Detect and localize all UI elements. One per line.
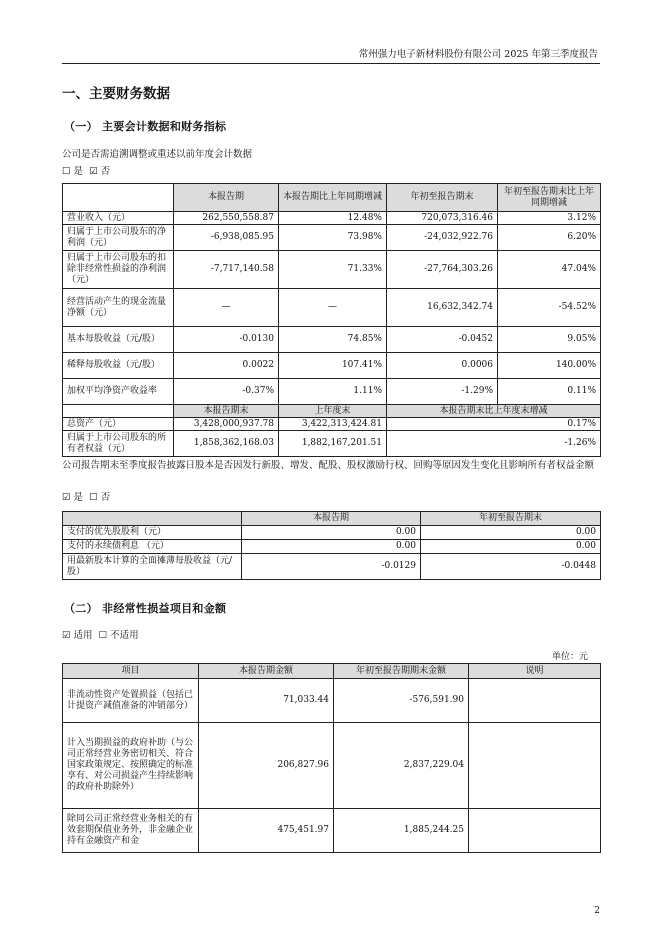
table-header-cell: 年初至报告期末 — [421, 512, 601, 526]
table-cell: 6.20% — [498, 225, 601, 251]
subsection-title-2: （二） 非经常性损益项目和金额 — [64, 602, 227, 615]
table-cell: -27,764,303.26 — [387, 251, 498, 289]
table-row — [63, 212, 601, 225]
row-label: 营业收入（元） — [63, 212, 174, 225]
table-row — [63, 554, 601, 580]
table-header-cell: 说明 — [469, 664, 601, 679]
table-cell: 3,428,000,937.78 — [174, 418, 279, 431]
table-cell: 74.85% — [279, 327, 387, 353]
row-label: 稀释每股收益（元/股） — [63, 353, 174, 379]
table-cell: -6,938,085.95 — [174, 225, 279, 251]
checkbox-checked-icon[interactable]: ☑ — [62, 492, 71, 503]
table-row — [63, 723, 601, 809]
table-cell: 1.11% — [279, 379, 387, 405]
table-cell: 1,882,167,201.51 — [279, 431, 387, 457]
row-label: 归属于上市公司股东的净利润（元） — [63, 225, 174, 251]
option-yes: 是 — [73, 492, 84, 503]
header-rule — [62, 63, 600, 64]
table-cell — [469, 679, 601, 723]
table-header-cell: 年初至报告期末 — [387, 184, 498, 212]
table-header-cell: 上年度末 — [279, 405, 387, 418]
section-title: 一、主要财务数据 — [62, 86, 170, 102]
table-row — [63, 431, 601, 457]
table-header-row — [63, 184, 601, 212]
retro-question: 公司是否需追溯调整或重述以前年度会计数据 — [62, 149, 253, 160]
row-label: 计入当期损益的政府补助（与公司正常经营业务密切相关、符合国家政策规定、按照确定的标准享有、对公司损益产生持续影响的政府补助除外） — [63, 723, 199, 809]
table-cell: 0.17% — [387, 418, 601, 431]
table-header-cell: 本报告期末比上年度末增减 — [387, 405, 601, 418]
share-change-question: 公司报告期末至季度报告披露日股本是否因发行新股、增发、配股、股权激励行权、回购等原因发生变化且影响所有者权益金额 — [62, 460, 595, 471]
applicable-options — [62, 629, 139, 643]
table-row — [63, 418, 601, 431]
table-row — [63, 251, 601, 289]
table-cell: — — [279, 289, 387, 327]
financial-indicators-table — [62, 183, 601, 457]
non-recurring-items-table — [62, 663, 601, 853]
option-no: 否 — [100, 492, 111, 503]
table-cell: 3.12% — [498, 212, 601, 225]
table-header-cell — [63, 405, 174, 418]
table-row — [63, 679, 601, 723]
table-cell: 0.00 — [242, 526, 421, 540]
table-cell: 720,073,316.46 — [387, 212, 498, 225]
row-label: 归属于上市公司股东的所有者权益（元） — [63, 431, 174, 457]
unit-label: 单位：元 — [551, 652, 588, 662]
row-label: 非流动性资产处置损益（包括已计提资产减值准备的冲销部分） — [63, 679, 199, 723]
table-cell: 0.00 — [242, 540, 421, 554]
row-label: 支付的永续债利息 （元） — [63, 540, 242, 554]
table-row — [63, 327, 601, 353]
option-yes: 是 — [73, 166, 84, 177]
preferred-dividend-table — [62, 511, 601, 580]
table-row — [63, 353, 601, 379]
share-change-options — [62, 491, 110, 505]
table-cell: 0.00 — [421, 526, 601, 540]
table-cell: 475,451.97 — [199, 809, 334, 853]
table-cell: 16,632,342.74 — [387, 289, 498, 327]
table-cell: 9.05% — [498, 327, 601, 353]
table-cell: 262,550,558.87 — [174, 212, 279, 225]
table-row — [63, 526, 601, 540]
row-label: 加权平均净资产收益率 — [63, 379, 174, 405]
table-cell: -7,717,140.58 — [174, 251, 279, 289]
table-cell: 3,422,313,424.81 — [279, 418, 387, 431]
table-row — [63, 225, 601, 251]
row-label: 支付的优先股股利（元） — [63, 526, 242, 540]
option-not-applicable: 不适用 — [110, 630, 139, 641]
table-row — [63, 379, 601, 405]
row-label: 归属于上市公司股东的扣除非经常性损益的净利润（元） — [63, 251, 174, 289]
table-cell — [469, 723, 601, 809]
table-cell: -0.0452 — [387, 327, 498, 353]
table-cell: 0.0022 — [174, 353, 279, 379]
row-label: 用最新股本计算的全面摊薄每股收益（元/股） — [63, 554, 242, 580]
table-header-cell: 本报告期比上年同期增减 — [279, 184, 387, 212]
row-label: 经营活动产生的现金流量净额（元） — [63, 289, 174, 327]
table-header-cell: 本报告期 — [174, 184, 279, 212]
table-header-cell: 本报告期末 — [174, 405, 279, 418]
table-cell: 73.98% — [279, 225, 387, 251]
row-label: 基本每股收益（元/股） — [63, 327, 174, 353]
table-header-cell: 年初至报告期末比上年同期增减 — [498, 184, 601, 212]
table-row — [63, 540, 601, 554]
table-cell: -0.0448 — [421, 554, 601, 580]
option-applicable: 适用 — [73, 630, 93, 641]
table-cell: 107.41% — [279, 353, 387, 379]
table-cell: -24,032,922.76 — [387, 225, 498, 251]
table-cell: 47.04% — [498, 251, 601, 289]
table-header-cell: 年初至报告期期末金额 — [334, 664, 469, 679]
table-cell: 71,033.44 — [199, 679, 334, 723]
table-header-cell: 本报告期金额 — [199, 664, 334, 679]
checkbox-unchecked-icon[interactable]: ☐ — [62, 166, 71, 177]
table-cell: 1,858,362,168.03 — [174, 431, 279, 457]
table-cell: 12.48% — [279, 212, 387, 225]
table-cell: 0.11% — [498, 379, 601, 405]
table-header-row — [63, 405, 601, 418]
table-header-cell: 本报告期 — [242, 512, 421, 526]
table-cell — [469, 809, 601, 853]
row-label: 除同公司正常经营业务相关的有效套期保值业务外，非金融企业持有金融资产和金 — [63, 809, 199, 853]
table-header-cell — [63, 512, 242, 526]
table-cell: -0.0129 — [242, 554, 421, 580]
table-cell: 1,885,244.25 — [334, 809, 469, 853]
option-no: 否 — [100, 166, 111, 177]
table-cell: 206,827.96 — [199, 723, 334, 809]
table-header-row — [63, 512, 601, 526]
table-header-cell: 项目 — [63, 664, 199, 679]
table-row — [63, 809, 601, 853]
table-cell: -0.37% — [174, 379, 279, 405]
table-cell: -1.26% — [387, 431, 601, 457]
checkbox-checked-icon[interactable]: ☑ — [89, 166, 98, 177]
table-cell: 71.33% — [279, 251, 387, 289]
table-cell: 0.0006 — [387, 353, 498, 379]
table-cell: -576,591.90 — [334, 679, 469, 723]
table-cell: -1.29% — [387, 379, 498, 405]
table-row — [63, 289, 601, 327]
table-cell: — — [174, 289, 279, 327]
table-cell: -54.52% — [498, 289, 601, 327]
checkbox-unchecked-icon[interactable]: ☐ — [98, 630, 108, 641]
subsection-title-1: （一） 主要会计数据和财务指标 — [64, 120, 227, 133]
retro-options — [62, 165, 110, 179]
checkbox-unchecked-icon[interactable]: ☐ — [89, 492, 98, 503]
table-cell: 2,837,229.04 — [334, 723, 469, 809]
table-cell: -0.0130 — [174, 327, 279, 353]
table-header-row — [63, 664, 601, 679]
table-cell: 0.00 — [421, 540, 601, 554]
checkbox-checked-icon[interactable]: ☑ — [62, 630, 71, 641]
document-header: 常州强力电子新材料股份有限公司 2025 年第三季度报告 — [358, 49, 598, 60]
table-cell: 140.00% — [498, 353, 601, 379]
page-number: 2 — [594, 906, 600, 916]
row-label: 总资产（元） — [63, 418, 174, 431]
table-header-cell — [63, 184, 174, 212]
